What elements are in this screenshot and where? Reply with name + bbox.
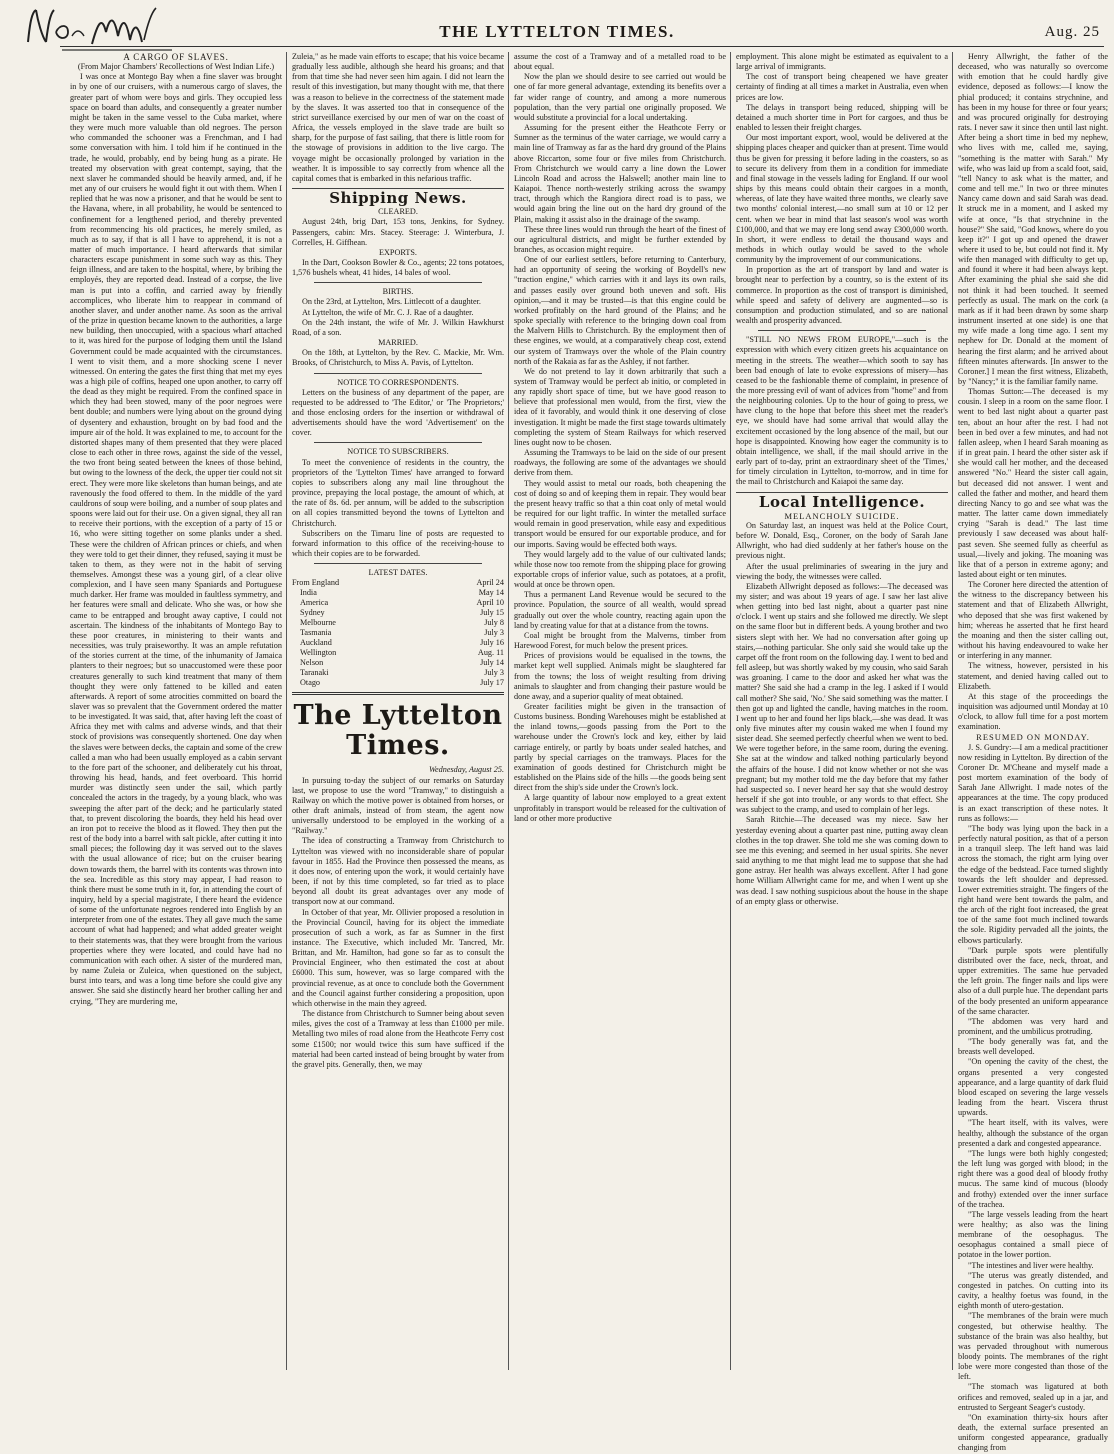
news-paragraph: "STILL NO NEWS FROM EUROPE,"—such is the expression with which every citizen greets his acquaintance on meeting in the streets. The weather—which sooth to say has been bad enough of late to evoke expressions of misery—has ceased to be the fashionable theme of complaint, in presence of the more pressing evil of want of advices from "home" and from the neighbouring colonies. Up to the hour of going to press, we have clung to the hope that before this sheet met the reader's eye, we should have had some arrival that would allay the excitement occasioned by the long absence of the mail, but our hope is disappointed. Knowing how eager the community is to obtain intelligence, we shall, if the mail should arrive in the early part of to-day, print an extraordinary sheet of the 'Times,' for timely circulation in Lyttelton, to-morrow, and in time for the mail to Christchurch and Kaiapoi the same day.: [736, 335, 948, 487]
article-paragraph: I was once at Montego Bay when a fine slaver was brought in by one of our cruisers, with a numerous cargo of slaves, the greater part of whom were boys and girls. They occupied less space on board than adults, and consequently a greater number might be taken in the same vessel to the Cuba market, where they were much more valuable than old negroes. The person who commanded the schooner was a Frenchman, and I had some conversation with him. I told him if he continued in the trade, he would, probably, end by being hung as a pirate. He treated my observation with great contempt, saying, that the next slaver he commanded should be heavily armed, and, if he met any of our cruisers he would fight it out with them. When I replied that he was now a prisoner, and that he would be sent to the Havana, where, in all probability, he would be sentenced to confinement for a lengthened period, and thereby prevented from recommencing his old practices, he merely smiled, as much as to say, if that is all I have to apprehend, it is not a matter of much importance. I heard afterwards that similar characters escape punishment in some such way as this. They feign illness, and are taken to the hospital, where, by bribing the employés, they are reported dead. Instead of a corpse, the live man is put into a coffin, and carried away by friendly accomplices, who liberate him to reappear in command of another slaver, and under another name. As soon as the arrival of the prize in question became known to the authorities, a large new building, then unoccupied, with a spacious wharf attached to it, was hired for the purpose of lodging them until the Island Government could be made acquainted with the circumstances. I went to visit them, and a more shocking scene I never witnessed. On entering the gates the first thing that met my eyes was a high pile of coffins, heaped one upon another, to carry off the dead as they might be required. From the confined space in which they had been stowed, many of the poor negroes were bent double; and numbers were lying about on the ground dying of dysentery and exhaustion, brought on by bad food and the impure air of the hold. It was explained to me, to account for the distorted shapes many of them presented that they were placed close to each other in three rows, against the side of the vessel, the two front being seated between the knees of those behind, but owing to the lowness of the deck, the upper tier could not sit erect. They were more like skeletons than human beings, and ate ravenously the food offered to them. In the middle of the yard cauldrons of soup were boiling, and a number of soup plates and spoons were laid out for their use. On a given signal, they all ran to receive their portions, with the exception of a party of 15 or 16, who were sitting together on some planks under a shed. These were the children of African princes or chiefs, and when they were told to get their dinner, they refused, saying it must be taken to them, as they were not in the habit of serving themselves. Amongst these was a young girl, of a clear olive complexion, and I have seen many Spaniards and Portuguese much darker. Her frame was moulded in faultless symmetry, and her features were small and delicate. Who she was, or how she came to be entrapped and brought away captive, I could not ascertain. The kindness of the inhabitants of Montego Bay to these poor creatures, in ministering to their wants and necessities, was truly praiseworthy. It was an ample refutation of the stories current at the time, of the inhumanity of Jamaica planters to their negroes; but so unaccustomed were these poor creatures generally to such kind treatment that many of them thought they were only fattened to be killed and eaten afterwards. A report of some atrocities committed on board the slaver was so prevalent that the Government ordered the matter to be investigated. It was said, that, after having left the coast of Africa they met with calms and adverse winds, and that their stock of provisions was consequently shortened. One day when the slaves were between decks, the captain and some of the crew called a man who had been usually employed as a cabin servant to the fore part of the schooner, and deliberately cut his throat, throwing his head, hands, and feet overboard. This horrid murder was distinctly seen under the sail, which partly concealed the actors in the tragedy, by a young black, who was sweeping the after part of the deck; and he particularly stated that, to prevent discoloring the boards, they held his head over an iron pot to receive the blood as it flowed. They then put the rest of the body into a barrel with salt pickle, after cutting it into small pieces; the following day it was served out to the slaves with the usual allowance of rice; but on the cruiser bearing down towards them, the barrel with its contents was thrown into the sea. Incredible as this story may appear, I had reason to think there must be some truth in it, for, in attending the court of inquiry, held by a special magistrate, I there heard the evidence of some of the unfortunate negroes rendered into English by an interpreter from one of the estates. They all gave much the same account of what had happened; and what added greater weight to their statements was, that they were brought from the various properties where they were located, and could have had no communication with each other. A sister of the murdered man, by name Zuleia or Zuleica, when questioned on the subject, burst into tears, and was a long time before she could give any answer. She said she distinctly heard her brother calling her and crying, "They are murdering me,: [70, 72, 282, 1006]
exports-text: In the Dart, Cookson Bowler & Co., agents; 22 tons potatoes, 1,576 bushels wheat, 41 hides, 14 bales of wool.: [292, 257, 504, 278]
dates-row: [292, 678, 504, 688]
correspondents-heading: NOTICE TO CORRESPONDENTS.: [337, 377, 459, 387]
inquest-paragraph: Henry Allwright, the father of the deceased, who was naturally so overcome with emotion that he could hardly give evidence, deposed as follows:—I know the phial produced; it contains strychnine, and has been in my house for three or four years; and was procured originally for destroying rats. I never saw it since then until last night. After being a short time in bed my nephew, who lives with me, called me, saying, "something is the matter with Sarah." My wife, who was laid up from a scald foot, said, "tell Nancy to ask what is the matter, and come and tell me." In two or three minutes Nancy came down and said Sarah was dead. It struck me in a moment, and I asked my wife at once, "Is that strychnine in the house?" She said, "God knows, where do you keep it?" I got up and opened the drawer where it used to be, but could not find it. My wife then managed with difficulty to get up, and found it where it had been always kept. After examining the phial she said she did not think it had been touched. It seemed perfectly as usual. The mark on the cork (a mark as if it had been drawn by some sharp instrument inserted at one side) is one that my wife made a long time ago. I sent my nephew for Dr. Donald at the moment of hearing the first alarm; and he arrived about fifteen minutes afterwards. [In answer to the Coroner.] I mean the first witness, Elizabeth, by "Nancy;" it is the familiar family name.: [958, 52, 1108, 386]
column-divider: [952, 52, 953, 1370]
column-1: [70, 52, 282, 1370]
paper-title-banner: The Lyttelton Times.: [293, 700, 503, 762]
dates-row: [292, 668, 504, 678]
dates-place: Auckland: [300, 638, 332, 648]
dates-date: Aug. 11: [477, 648, 504, 658]
dates-row: [292, 598, 504, 608]
inquest-paragraph: At this stage of the proceedings the inquisition was adjourned until Monday at 10 o'clock, to allow full time for a post mortem examination.: [958, 691, 1108, 732]
birth-notice: On the 23rd, at Lyttelton, Mrs. Littlecott of a daughter.: [302, 297, 481, 307]
editorial-paragraph: assume the cost of a Tramway and of a metalled road to be about equal.: [514, 52, 726, 72]
editorial-paragraph: In October of that year, Mr. Ollivier proposed a resolution in the Provincial Council, having for its object the immediate prosecution of such a work, as far as Sumner in the first instance. The Executive, which included Mr. Tancred, Mr. Brittan, and Mr. Hamilton, had gone so far as to consult the Provincial Engineer, who then estimated the cost at about £6000. This sum, however, was so large compared with the provincial revenue, as at once to conclude both the Government and the Council against further considering a proposition, upon which otherwise in the main they agreed.: [292, 907, 504, 1008]
editorial-paragraph: Assuming the Tramways to be laid on the side of our present roadways, the following are some of the advantages we should derive from them.: [514, 448, 726, 478]
inquest-paragraph: "The abdomen was very hard and prominent, and the umbilicus protruding.: [958, 1016, 1108, 1036]
column-4: [736, 52, 948, 1370]
inquest-paragraph: Elizabeth Allwright deposed as follows:—The deceased was my sister; and was about 19 years of age. I saw her last alive when getting into bed last night, about a quarter past nine o'clock. I went up stairs and she followed me directly. We slept on the same floor but in different beds. A young brother and two sisters slept with her. We had no conversation after going up stairs,—nothing particular. She only said she would take up the carpet off the front room on the following day. I went to bed and fell asleep, but was shortly waked by my cousin, who said Sarah was groaning. I came to the door and asked her what was the matter? She said she had a cramp in the leg. I asked if I would call mother? She said, 'No.' She said something was the matter. I then got up and lighted the candle, having matches in the room. I went up to her and found her lips black,—she was dead. It was only five minutes after my cousin waked me when I found my sister dead. She seemed perfectly cheerful when we went to bed. We were together before, in the same room, during the evening. She sat at the window and talked nothing particularly beyond the affairs of the house. I did not know whether or not she was pregnant; but my mother told me the day before that my father had suspected so. I never heard her say that she would destroy herself if she got into trouble, or any words to that effect. She was subject to the cramp, and used to complain of her legs.: [736, 581, 948, 815]
dates-date: April 10: [476, 598, 504, 608]
dates-place: America: [300, 598, 329, 608]
editorial-paragraph: Thus a permanent Land Revenue would be secured to the province. Population, the source of all wealth, would spread gradually out over the whole country, reacting again upon the land by creating value for that at a distance from the towns.: [514, 590, 726, 630]
dates-row: [292, 618, 504, 628]
latest-dates-heading: LATEST DATES.: [368, 568, 428, 578]
editorial-dateline: Wednesday, August 25.: [428, 765, 504, 775]
editorial-paragraph: The distance from Christchurch to Sumner being about seven miles, gives the cost of a Tramway at less than £1000 per mile. Metalling two miles of road alone from the Heathcote Ferry cost some £1500; nor would twice this sum have sufficed if the material had been carted instead of being brought by water from the gravel pits. Generally, then, we may: [292, 1009, 504, 1069]
dates-date: July 14: [480, 658, 504, 668]
dates-row: [292, 638, 504, 648]
article-headline: A CARGO OF SLAVES.: [123, 52, 229, 62]
editorial-paragraph: One of our earliest settlers, before returning to Canterbury, had an opportunity of seeing the working of Boydell's new "traction engine," which carries with it and lays its own rails, and passes easily over ground both uneven and soft. His opinion,—and it may be trusted—is that this engine could be worked profitably on the hard ground of the Plains; and he spoke specially with reference to the bringing down coal from the Malvern Hills to Christchurch. By the employment then of these engines, we would, at a comparatively cheap cost, extend our system of Tramways over the whole of the Plain country north of the Rakaia as far as the Ashley, if not farther.: [514, 255, 726, 366]
column-2: [292, 52, 504, 1370]
dates-date: July 15: [480, 608, 504, 618]
inquest-paragraph: "The body was lying upon the back in a perfectly natural position, as that of a person in a tranquil sleep. The left hand was laid across the stomach, the right arm lying over the edge of the bedstead. Face turned slightly towards the left shoulder and depressed. Lower extremities straight. The fingers of the right hand were bent towards the palm, and the arch of the right foot increased, the great toe of the same foot much inclined towards the sole. Rigidity pervaded all the joints, the elbows particularly.: [958, 823, 1108, 945]
exports-label: EXPORTS.: [379, 247, 417, 257]
dates-place: Tasmania: [300, 628, 332, 638]
column-divider: [730, 52, 731, 1370]
article-continuation: Zuleia," as he made vain efforts to escape; that his voice became gradually less audible, although she heard his groans; and that from that time she had never seen him again. I did not learn the result of this investigation, but many thought with me, that there was a reason to believe in the correctness of the statement made by the slaves. It was asserted too that in consequence of the strict surveillance exercised by our men of war on the coast of Africa, the vessels employed in the slave trade are built so sharp, for the purpose of fast sailing, that there is little room for the stowage of provisions in addition to the live cargo. The voyage might be occasionally prolonged by variation in the weather. It is impossible to say correctly from whence all the capital comes that is embarked in this nefarious traffic.: [292, 52, 504, 183]
latest-dates-table: [292, 578, 504, 688]
editorial-paragraph: The delays in transport being reduced, shipping will be detained a much shorter time in Port for cargoes, and thus be enabled to lessen their freight charges.: [736, 102, 948, 133]
article-source: (From Major Chambers' Recollections of West Indian Life.): [77, 62, 275, 72]
married-label: MARRIED.: [378, 338, 418, 348]
inquest-paragraph: J. S. Gundry:—I am a medical practitioner now residing in Lyttelton. By direction of the Coroner Dr. M'Cheane and myself made a post mortem examination of the body of Sarah Jane Allwright. I made notes of the appearances at the time. The copy produced is an exact transcription of these notes. It runs as follows:—: [958, 742, 1108, 823]
dates-row: [292, 658, 504, 668]
inquest-paragraph: Sarah Ritchie—The deceased was my niece. Saw her yesterday evening about a quarter past nine, putting away clean clothes in the top drawer. She told me she was coming down to see me this evening; and seemed in her usual spirits. She never said anything to me that might lead me to suppose that she had gone astray. Her health was always excellent. After I had gone home William Allwright came for me, and when I went up she was dead. I saw nothing suspicious about the house in the shape of an empty glass or otherwise.: [736, 815, 948, 906]
marriage-notice: On the 18th, at Lyttelton, by the Rev. C. Mackie, Mr. Wm. Brooks, of Christchurch, to Miss A. Pavis, of Lyttelton.: [292, 348, 504, 368]
section-rule: [758, 330, 926, 331]
inquest-paragraph: "The stomach was ligatured at both orifices and removed, sealed up in a jar, and entrusted to Sergeant Seager's custody.: [958, 1382, 1108, 1412]
editorial-paragraph: These three lines would run through the heart of the finest of our agricultural districts, and might be further extended by branches, as occasion might require.: [514, 224, 726, 254]
births-label: BIRTHS.: [382, 287, 414, 297]
inquest-paragraph: "The uterus was greatly distended, and congested in patches. On cutting into its cavity, a healthy foetus was found, in the eighth month of utero-gestation.: [958, 1270, 1108, 1311]
column-5: [958, 52, 1108, 1453]
editorial-paragraph: In pursuing to-day the subject of our remarks on Saturday last, we propose to use the word "Tramway," to distinguish a Railway on which the motive power is obtained from horses, or other draft animals, instead of from steam, the agent now universally understood to be employed in the working of a "Railway.": [292, 775, 504, 836]
dates-date: April 24: [476, 578, 504, 588]
editorial-paragraph: We do not pretend to lay it down arbitrarily that such a system of Tramway would be perfect ab initio, or completed in any rapidly short space of time, but we have good reason to believe that professional men would, from the first, view the idea of it favorably, and would think it one deserving of close investigation. It might be made the first stage towards ultimately completing the system of Steam Railways for which reserved lines ought now to be chosen.: [514, 366, 726, 447]
editorial-paragraph: They would assist to metal our roads, both cheapening the cost of doing so and of keeping them in repair. They would bear the present heavy traffic so that a thin coat only of metal would be required for our light traffic. In winter the metalled surface would remain in good preservation, while easy and expeditious transport would be ensured for our exportable produce, and for our imports. Saving would be effected both ways.: [514, 478, 726, 549]
editorial-paragraph: Now the plan we should desire to see carried out would be one of far more general advantage, extending its benefits over a far wider range of country, and among a more numerous population, than the very partial one originally proposed. We would substitute a provincial for a local undertaking.: [514, 72, 726, 122]
inquest-paragraph: The Coroner here directed the attention of the witness to the discrepancy between his statement and that of Elizabeth Allwright, who deposed that she was first wakened by him; whereas he asserted that he first heard the moaning and then the sister calling out, without his having endeavoured to wake her or interfering in any manner.: [958, 580, 1108, 661]
editorial-paragraph: A large quantity of labour now employed to a great extent unprofitably in transport would be released for the cultivation of land or other more productive: [514, 793, 726, 823]
dates-row: [292, 648, 504, 658]
editorial-paragraph: Our most important export, wool, would be delivered at the shipping places cheaper and quicker than at present. Time would thus be given for pressing it before lading in the coasters, so as to secure its delivery from them in a condition for immediate and final stowage in the vessels lading for England. If our wool ships by this means could obtain their cargoes in a month, whereas, of late they have waited three months, we clearly save two months' colonial interest,—no small sum at 10 or 12 per cent. when we bear in mind that last season's wool was worth £100,000, and that we may ere long send away £300,000 worth. In short, it were endless to detail the thousand ways and methods in which outlay would be saved to the whole community by the improvement of our communications.: [736, 133, 948, 265]
subscribers-heading: NOTICE TO SUBSCRIBERS.: [347, 447, 449, 457]
inquest-paragraph: "The intestines and liver were healthy.: [968, 1260, 1094, 1270]
dates-row: [292, 608, 504, 618]
inquest-paragraph: "The large vessels leading from the heart were healthy; as also was the lining membrane of the oesophagus. The oesophagus contained a small piece of potatoe in the lower portion.: [958, 1209, 1108, 1260]
inquest-paragraph: "The body generally was fat, and the breasts well developed.: [958, 1037, 1108, 1057]
editorial-paragraph: employment. This alone might be estimated as equivalent to a large arrival of immigrants.: [736, 52, 948, 72]
newspaper-title: THE LYTTELTON TIMES.: [439, 22, 675, 41]
editorial-paragraph: In proportion as the art of transport by land and water is brought near to perfection by a country, so is the extent of its commerce. In proportion as the cost of transport is diminished, while speed and safety of delivery are augmented—so is consumption and production stimulated, and so are national wealth and prosperity advanced.: [736, 265, 948, 326]
inquest-paragraph: "The lungs were both highly congested; the left lung was gorged with blood; in the right there was a good deal of bloody frothy mucus. The same kind of mucous (bloody and frothy) extended over the inner surface of the trachea.: [958, 1148, 1108, 1209]
dates-place: Sydney: [300, 608, 325, 618]
editorial-paragraph: The cost of transport being cheapened we have greater certainty of finding at all times a market in Australia, even when prices are low.: [736, 72, 948, 102]
editorial-paragraph: Prices of provisions would be equalised in the towns, the market kept well supplied. Animals might be slaughtered far from the towns; the loss of weight resulting from driving animals to slaughter and from changing their pasture would be done away, and a superior quality of meat obtained.: [514, 651, 726, 701]
column-divider: [286, 52, 287, 1370]
birth-notice: On the 24th instant, the wife of Mr. J. Wilkin Hawkhurst Road, of a son.: [292, 317, 504, 337]
dates-place: From England: [292, 578, 340, 588]
local-intelligence-heading: Local Intelligence.: [758, 492, 926, 511]
dates-row: [292, 588, 504, 598]
dates-place: Nelson: [300, 658, 324, 668]
suicide-headline: MELANCHOLY SUICIDE.: [784, 510, 900, 521]
resumed-heading: RESUMED ON MONDAY.: [976, 732, 1090, 743]
dates-row: [292, 628, 504, 638]
issue-date: Aug. 25: [1044, 24, 1100, 40]
subscribers-text: Subscribers on the Timaru line of posts are requested to forward information to this office of the receiving-house to which their copies are to be forwarded.: [292, 528, 504, 559]
dates-place: Taranaki: [300, 668, 329, 678]
editorial-paragraph: They would largely add to the value of our cultivated lands; while those now too remote from the shipping place for growing exportable crops of inferior value, such as potatoes, at a profit, would at once be thrown open.: [514, 549, 726, 590]
inquest-paragraph: "The membranes of the brain were much congested, but otherwise healthy. The substance of the brain was also healthy, but was pervaded throughout with numerous bloody points. The membranes of the right lobe were more congested than those of the left.: [958, 1311, 1108, 1382]
column-divider: [508, 52, 509, 1370]
dates-date: July 17: [480, 678, 504, 688]
dates-date: July 3: [484, 628, 504, 638]
dates-place: Wellington: [300, 648, 337, 658]
dates-place: India: [300, 588, 317, 598]
inquest-paragraph: The witness, however, persisted in his statement, and denied having called out to Elizabeth.: [958, 661, 1108, 691]
dates-date: May 14: [478, 588, 504, 598]
inquest-paragraph: After the usual preliminaries of swearing in the jury and viewing the body, the witnesses were called.: [736, 561, 948, 581]
subscribers-text: To meet the convenience of residents in the country, the proprietors of the 'Lyttelton Times' have arranged to forward copies to subscribers along any mail line throughout the province, prepaying the local postage, the amount of which, at the rate of 8s. 6d. per annum, will be added to the subscription on all copies transmitted beyond the towns of Lyttelton and Christchurch.: [292, 457, 504, 528]
editorial-paragraph: Greater facilities might be given in the transaction of Customs business. Bonding Warehouses might be established at the inland towns,—goods passing from the Port to the warehouse under the Crown's lock and key, either by laid carriage entirely, or partly by boats under sealed hatches, and partly by special carriages on the tramways. Places for the examination of goods destined for Christchurch might be established on the Plains side of the hills —the goods being sent direct from the ship's side under the Crown's lock.: [514, 702, 726, 793]
section-rule: [314, 282, 482, 283]
dates-date: July 16: [480, 638, 504, 648]
inquest-paragraph: On Saturday last, an inquest was held at the Police Court, before W. Donald, Esq., Coroner, on the body of Sarah Jane Allwright, who had died suddenly at her father's house on the previous night.: [736, 520, 948, 561]
inquest-paragraph: "The heart itself, with its valves, were healthy, although the substance of the organ presented a dark and congested appearance.: [958, 1118, 1108, 1148]
dates-row: [292, 578, 504, 588]
dates-date: July 8: [484, 618, 504, 628]
shipping-news-heading: Shipping News.: [329, 189, 467, 208]
cleared-label: CLEARED.: [378, 207, 418, 217]
section-rule: [292, 692, 504, 695]
inquest-paragraph: "On opening the cavity of the chest, the organs presented a very congested appearance, and a large quantity of dark fluid blood escaped on severing the large vessels leading from the heart. Viscera thrust upwards.: [958, 1057, 1108, 1118]
editorial-paragraph: Assuming for the present either the Heathcote Ferry or Sumner as the terminus of the water carriage, we would carry a main line of Tramway as far as the hard dry ground of the Plains above Riccarton, some four or five miles from Christchurch. From Christchurch we would carry a line down the Lower Lincoln Road and across the Halswell; another main line to Kaiapoi. Thence north-westerly striking across the swampy tract, through which the Rangiora direct road is to pass, we would again bring the line out on the hard dry ground of the Plain, making it assist also in the drainage of the swamp.: [514, 123, 726, 224]
birth-notice: At Lyttelton, the wife of Mr. C. J. Rae of a daughter.: [302, 307, 474, 317]
cleared-text: August 24th, brig Dart, 153 tons, Jenkins, for Sydney. Passengers, cabin: Mrs. Stacey. Steerage: J. Winterbura, J. Correlles, H. Giffhean.: [292, 217, 504, 247]
dates-date: July 3: [484, 668, 504, 678]
masthead-rule: [60, 46, 1104, 47]
section-rule: [314, 563, 482, 564]
inquest-paragraph: Thomas Sutton:—The deceased is my cousin. I sleep in a room on the same floor. I went to bed last night about a quarter past ten, about an hour after the rest. I had not been in bed over a few minutes, and had not fallen asleep, when I heard Sarah moaning as if in great pain. I heard the other sister ask if she would call her mother, and the deceased answered "No." Heard the sister call again, but deceased did not answer. I went and called the father and mother, and heard them directing Nancy to go and see what was the matter. The latter came down immediately crying "Sarah is dead." The last time previously I saw deceased was about half-past seven. She seemed fully as cheerful as usual,—lively and joking. The moaning was like that of a person in extreme agony; and lasted about eight or ten minutes.: [958, 387, 1108, 579]
inquest-paragraph: "On examination thirty-six hours after death, the external surface presented an uniform congested appearance, gradually changing from: [958, 1412, 1108, 1453]
editorial-paragraph: Coal might be brought from the Malverns, timber from Harewood Forest, for much below the present prices.: [514, 630, 726, 651]
section-rule: [314, 373, 482, 374]
dates-place: Melbourne: [300, 618, 336, 628]
dates-place: Otago: [300, 678, 321, 688]
section-rule: [314, 442, 482, 443]
column-3: [514, 52, 726, 1370]
editorial-paragraph: The idea of constructing a Tramway from Christchurch to Lyttelton was viewed with no inconsiderable share of popular favour in 1855. Had the Province then possessed the means, as it does now, of entering upon the work, it would certainly have been, if not by this time completed, so far tried as to place beyond all doubt its great advantages over any mode of transport now at our command.: [292, 836, 504, 907]
correspondents-text: Letters on the business of any department of the paper, are requested to be addressed to 'The Editor,' or 'The Proprietors;' and those enclosing orders for the insertion or withdrawal of advertisements should have the word 'Advertisement' on the cover.: [292, 387, 504, 438]
inquest-paragraph: "Dark purple spots were plentifully distributed over the face, neck, throat, and upper extremities. The same hue pervaded the left groin. The finger nails and lips were also of a dull purple hue. The dependant parts of the body presented an uniform appearance of the same character.: [958, 945, 1108, 1016]
